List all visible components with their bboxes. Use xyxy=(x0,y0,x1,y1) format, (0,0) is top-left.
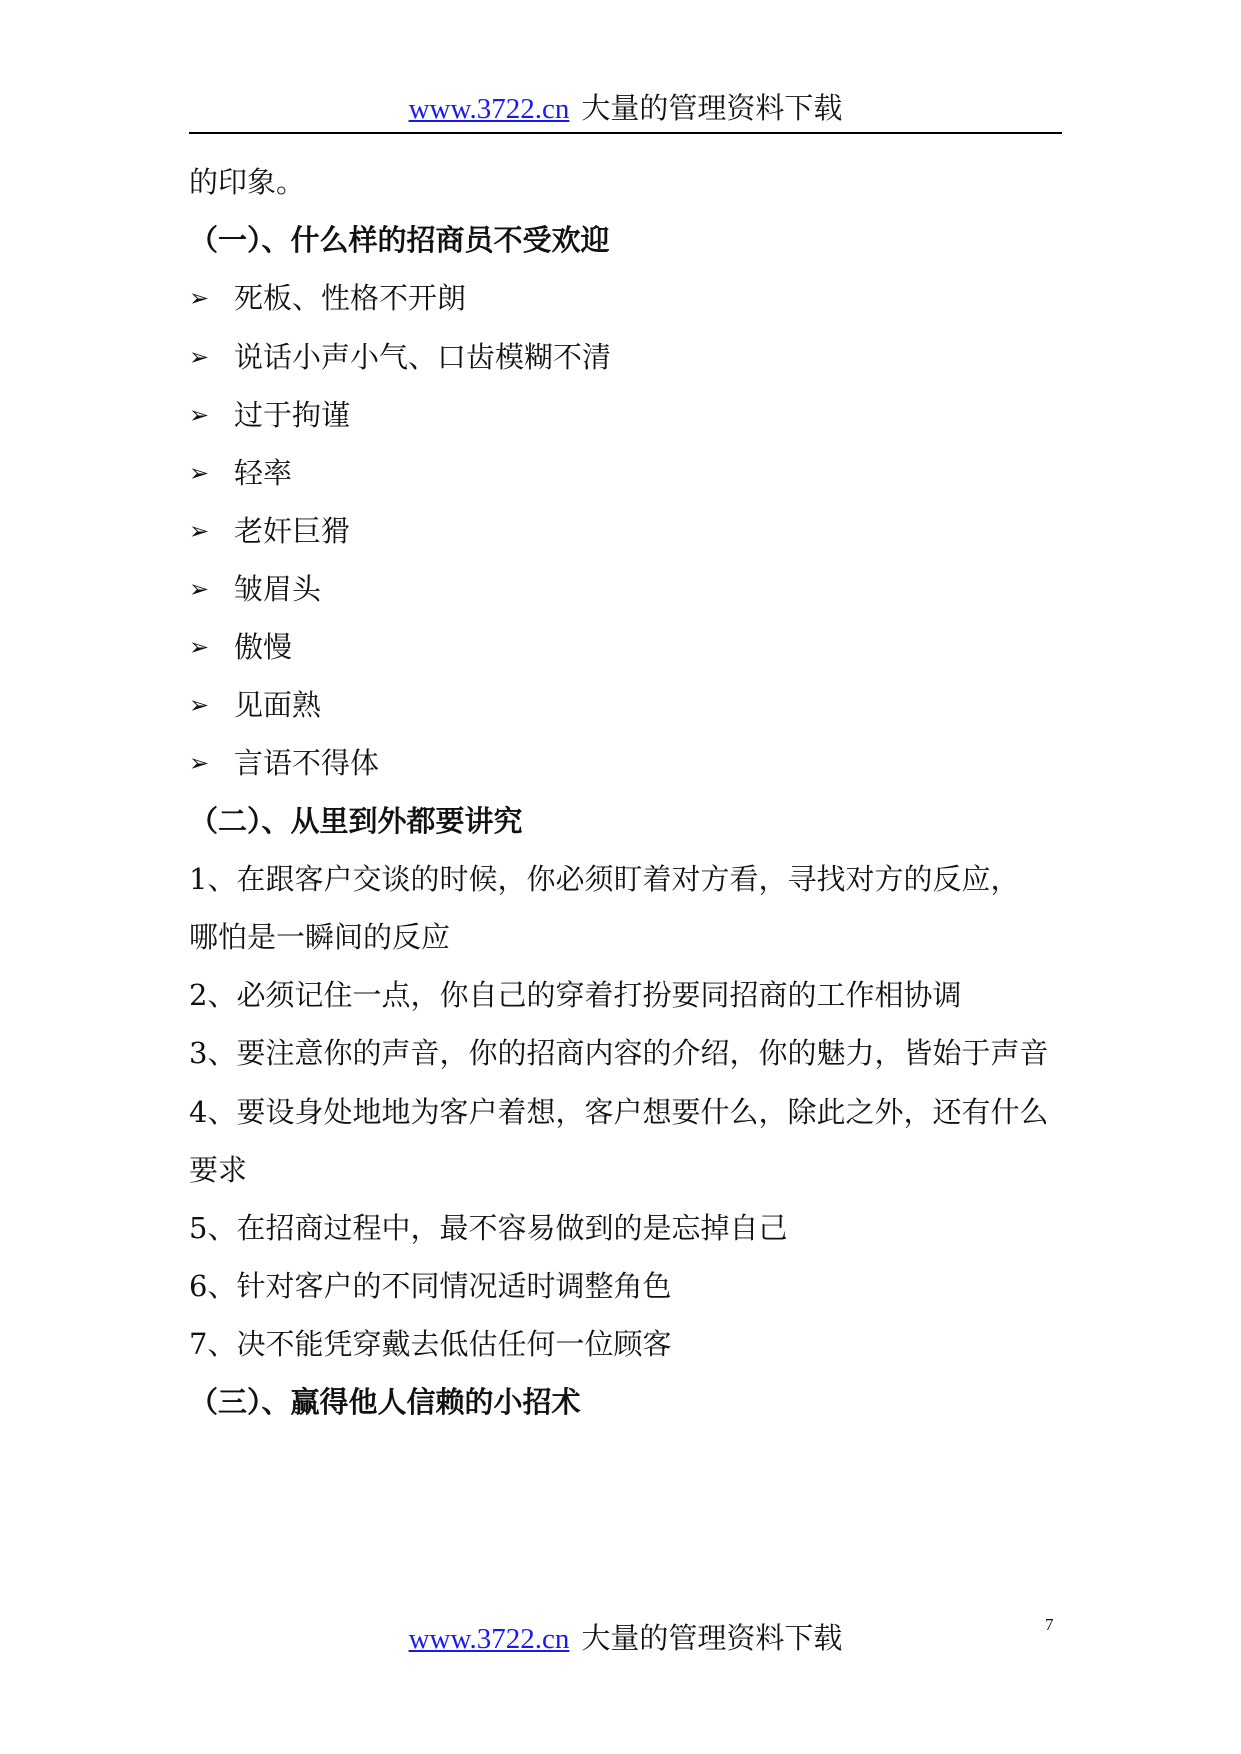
arrow-bullet-icon: ➢ xyxy=(189,749,210,777)
list-item-text: 见面熟 xyxy=(234,688,322,722)
continuation-text: 的印象。 xyxy=(189,165,306,199)
paragraph-line: 7、决不能凭穿戴去低估任何一位顾客 xyxy=(189,1327,672,1361)
list-item-text: 过于拘谨 xyxy=(234,398,351,432)
paragraph-line: 5、在招商过程中，最不容易做到的是忘掉自己 xyxy=(189,1211,788,1245)
list-item-text: 死板、性格不开朗 xyxy=(234,281,467,315)
paragraph-line: 要求 xyxy=(189,1153,248,1187)
arrow-bullet-icon: ➢ xyxy=(189,575,210,603)
page-number: 7 xyxy=(1045,1615,1054,1634)
paragraph-line: 3、要注意你的声音，你的招商内容的介绍，你的魅力，皆始于声音 xyxy=(189,1036,1049,1070)
list-item-text: 轻率 xyxy=(234,456,293,490)
arrow-bullet-icon: ➢ xyxy=(189,284,210,312)
footer-link[interactable]: www.3722.cn xyxy=(408,1623,570,1655)
paragraph-line: 1、在跟客户交谈的时候，你必须盯着对方看，寻找对方的反应， xyxy=(189,862,1020,896)
list-item-text: 皱眉头 xyxy=(234,572,322,606)
header-link[interactable]: www.3722.cn xyxy=(408,93,570,125)
footer-tagline: 大量的管理资料下载 xyxy=(581,1621,843,1655)
list-item-text: 言语不得体 xyxy=(234,746,380,780)
arrow-bullet-icon: ➢ xyxy=(189,401,210,429)
arrow-bullet-icon: ➢ xyxy=(189,343,210,371)
arrow-bullet-icon: ➢ xyxy=(189,459,210,487)
section2-heading: （二）、从里到外都要讲究 xyxy=(189,804,523,838)
page-footer xyxy=(189,1618,1062,1659)
paragraph-line: 2、必须记住一点，你自己的穿着打扮要同招商的工作相协调 xyxy=(189,978,962,1012)
header-tagline: 大量的管理资料下载 xyxy=(581,91,843,125)
paragraph-line: 哪怕是一瞬间的反应 xyxy=(189,920,451,954)
arrow-bullet-icon: ➢ xyxy=(189,691,210,719)
list-item-text: 老奸巨猾 xyxy=(234,514,351,548)
paragraph-line: 6、针对客户的不同情况适时调整角色 xyxy=(189,1269,672,1303)
paragraph-line: 4、要设身处地地为客户着想，客户想要什么，除此之外，还有什么 xyxy=(189,1095,1049,1129)
list-item-text: 傲慢 xyxy=(234,630,293,664)
section1-heading: （一）、什么样的招商员不受欢迎 xyxy=(189,223,610,257)
arrow-bullet-icon: ➢ xyxy=(189,633,210,661)
arrow-bullet-icon: ➢ xyxy=(189,517,210,545)
section3-heading: （三）、赢得他人信赖的小招术 xyxy=(189,1385,581,1419)
list-item-text: 说话小声小气、口齿模糊不清 xyxy=(234,340,612,374)
page-header xyxy=(189,84,1062,134)
